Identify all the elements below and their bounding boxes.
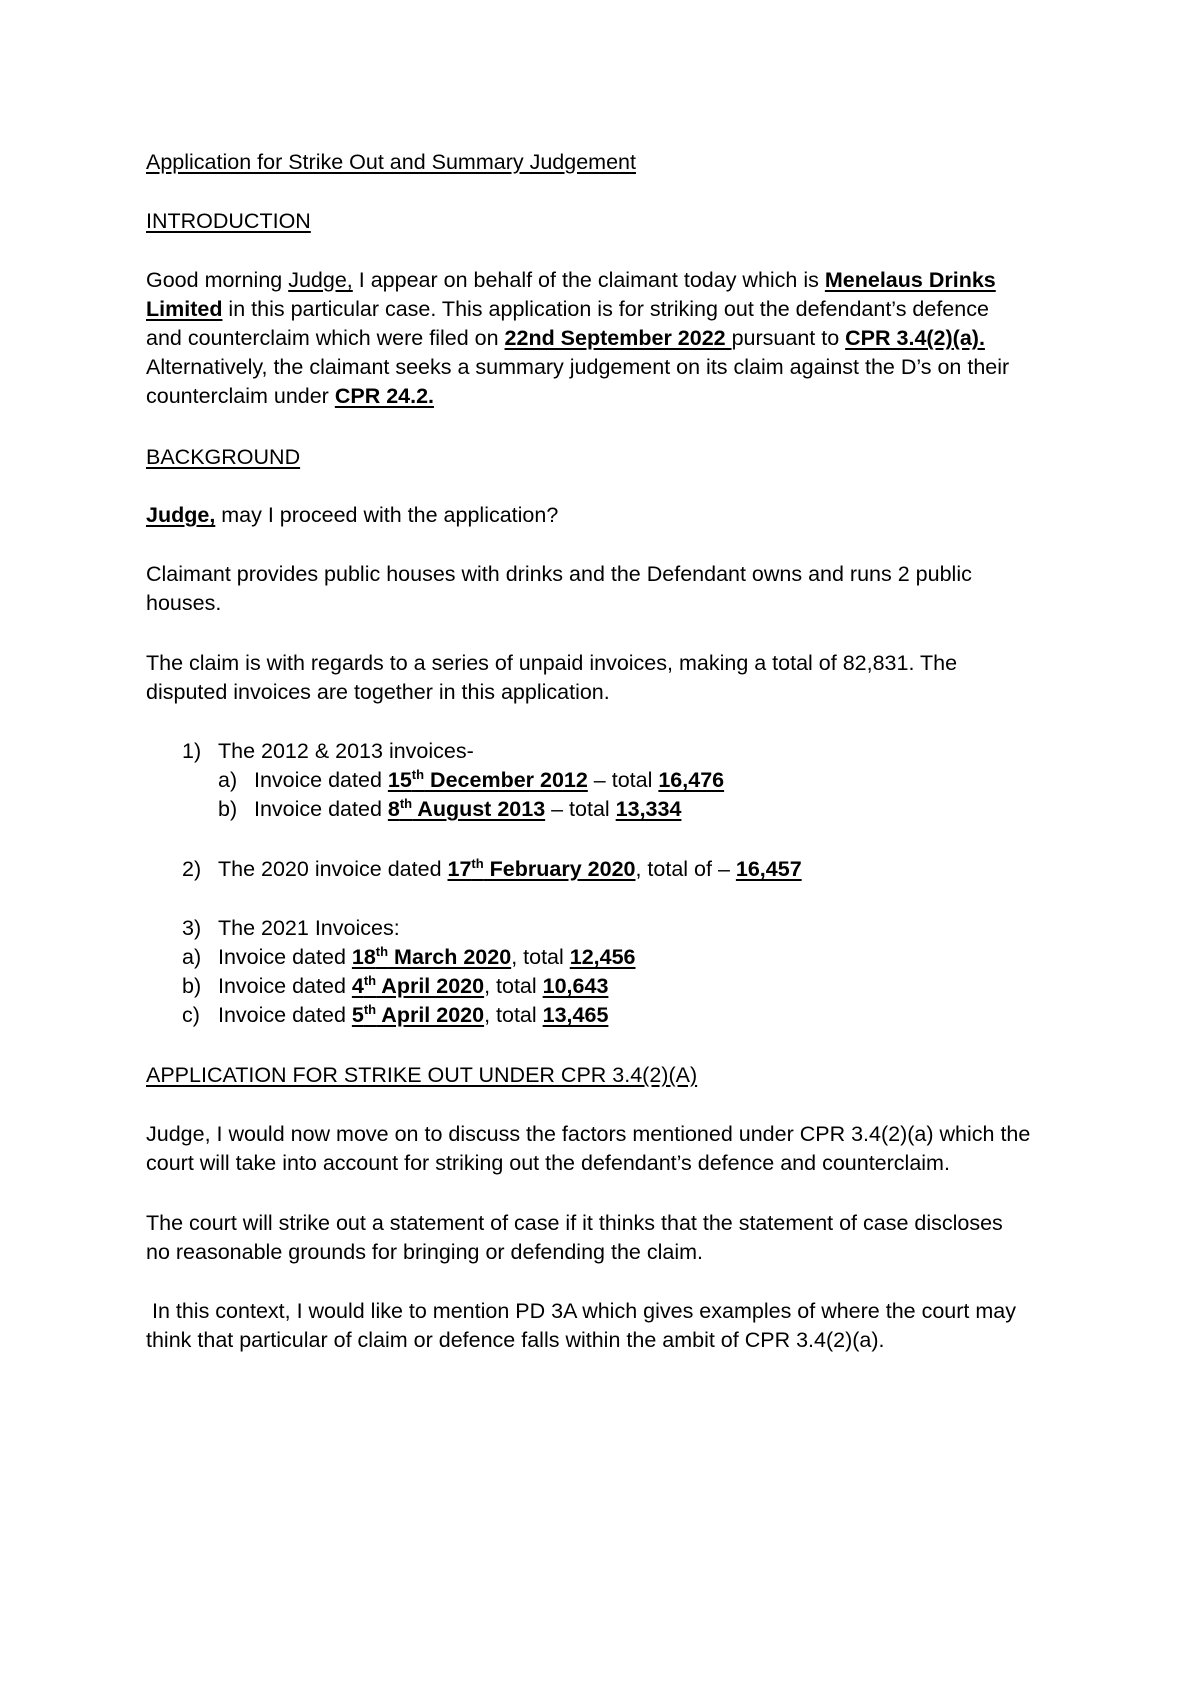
text: Invoice dated — [218, 974, 352, 998]
day: 8 — [387, 797, 400, 821]
strikeout-p1-line-1: Judge, I would now move on to discuss the factors mentioned under CPR 3.4(2)(a) which the — [146, 1122, 1031, 1146]
text: Good morning — [146, 268, 289, 292]
invoice-total: 10,643 — [542, 974, 609, 998]
background-p1-line-2: houses. — [146, 591, 222, 615]
text: Invoice dated — [254, 768, 388, 792]
strikeout-p2-line-2: no reasonable grounds for bringing or defending the claim. — [146, 1240, 703, 1264]
text: may I proceed with the application? — [215, 503, 559, 527]
day: 18 — [351, 945, 376, 969]
month-year: August 2013 — [412, 797, 546, 821]
judge-address: Judge, — [288, 268, 353, 292]
ordinal: th — [411, 766, 425, 782]
intro-line-3 — [146, 323, 985, 353]
invoice-date — [352, 1003, 484, 1027]
invoice-item — [218, 854, 802, 884]
text: in this particular case. This application is for striking out the defendant’s defence — [222, 297, 989, 321]
invoice-total: 13,334 — [615, 797, 682, 821]
list-number: 1) — [182, 739, 202, 763]
claimant-name-cont: Limited — [146, 297, 223, 321]
text: Invoice dated — [218, 1003, 352, 1027]
text: Invoice dated — [254, 797, 388, 821]
invoice-item — [218, 1000, 608, 1030]
invoice-total: 12,456 — [569, 945, 636, 969]
background-p1-line-1: Claimant provides public houses with drinks and the Defendant owns and runs 2 public — [146, 562, 972, 586]
invoice-item — [254, 765, 724, 795]
ordinal: th — [471, 855, 484, 871]
ordinal: th — [363, 972, 377, 988]
list-letter: b) — [218, 797, 238, 821]
list-letter: a) — [182, 945, 202, 969]
invoice-date — [352, 945, 511, 969]
judge-address: Judge, — [146, 503, 216, 527]
invoice-item — [254, 794, 681, 824]
list-letter: c) — [182, 1003, 200, 1027]
day: 15 — [387, 768, 412, 792]
invoice-item — [218, 942, 636, 972]
month-year: March 2020 — [388, 945, 512, 969]
list-number: 2) — [182, 857, 202, 881]
invoice-total: 16,457 — [735, 857, 802, 881]
text: , total — [511, 945, 570, 969]
invoice-total: 13,465 — [542, 1003, 609, 1027]
month-year: April 2020 — [376, 1003, 485, 1027]
text: , total of – — [635, 857, 736, 881]
invoice-date — [448, 857, 636, 881]
invoice-item — [218, 971, 608, 1001]
invoice-date — [352, 974, 484, 998]
strikeout-heading: APPLICATION FOR STRIKE OUT UNDER CPR 3.4(2)(A) — [146, 1063, 698, 1087]
background-heading: BACKGROUND — [146, 445, 301, 469]
cpr-reference: CPR 24.2. — [334, 384, 435, 408]
intro-line-4: Alternatively, the claimant seeks a summary judgement on its claim against the D’s on their — [146, 355, 1010, 379]
background-p2-line-1: The claim is with regards to a series of unpaid invoices, making a total of 82,831. The — [146, 651, 958, 675]
filing-date: 22nd September 2022 — [504, 326, 732, 350]
list-letter: b) — [182, 974, 202, 998]
text: , total — [484, 974, 543, 998]
text: – total — [545, 797, 616, 821]
day: 4 — [351, 974, 364, 998]
text: I appear on behalf of the claimant today which is — [352, 268, 825, 292]
invoice-date — [388, 768, 588, 792]
ordinal: th — [399, 795, 413, 811]
invoice-group-label: The 2012 & 2013 invoices- — [218, 739, 474, 763]
strikeout-p3-line-2: think that particular of claim or defence falls within the ambit of CPR 3.4(2)(a). — [146, 1328, 885, 1352]
invoice-date — [388, 797, 545, 821]
cpr-reference: CPR 3.4(2)(a). — [845, 326, 985, 350]
invoice-group-label: The 2021 Invoices: — [218, 916, 400, 940]
intro-line-1 — [146, 265, 996, 295]
text: Invoice dated — [218, 945, 352, 969]
text: – total — [587, 768, 659, 792]
background-question — [146, 500, 558, 530]
list-letter: a) — [218, 768, 238, 792]
claimant-name: Menelaus Drinks — [824, 268, 996, 292]
day: 17 — [447, 857, 472, 881]
text: and counterclaim which were filed on — [146, 326, 505, 350]
intro-heading: INTRODUCTION — [146, 209, 311, 233]
strikeout-p3-line-1: In this context, I would like to mention PD 3A which gives examples of where the court may — [146, 1299, 1016, 1323]
text: The 2020 invoice dated — [218, 857, 448, 881]
month-year: April 2020 — [376, 974, 485, 998]
text: counterclaim under — [146, 384, 335, 408]
background-p2-line-2: disputed invoices are together in this application. — [146, 680, 610, 704]
text: pursuant to — [731, 326, 846, 350]
list-number: 3) — [182, 916, 202, 940]
strikeout-p2-line-1: The court will strike out a statement of case if it thinks that the statement of case discloses — [146, 1211, 1003, 1235]
month-year: December 2012 — [424, 768, 588, 792]
intro-line-2 — [146, 294, 989, 324]
invoice-total: 16,476 — [658, 768, 725, 792]
document-title: Application for Strike Out and Summary Judgement — [146, 150, 636, 174]
text: , total — [484, 1003, 543, 1027]
intro-line-5 — [146, 381, 434, 411]
ordinal: th — [363, 1001, 377, 1017]
strikeout-p1-line-2: court will take into account for striking out the defendant’s defence and counterclaim. — [146, 1151, 950, 1175]
day: 5 — [351, 1003, 364, 1027]
month-year: February 2020 — [483, 857, 636, 881]
ordinal: th — [375, 943, 389, 959]
